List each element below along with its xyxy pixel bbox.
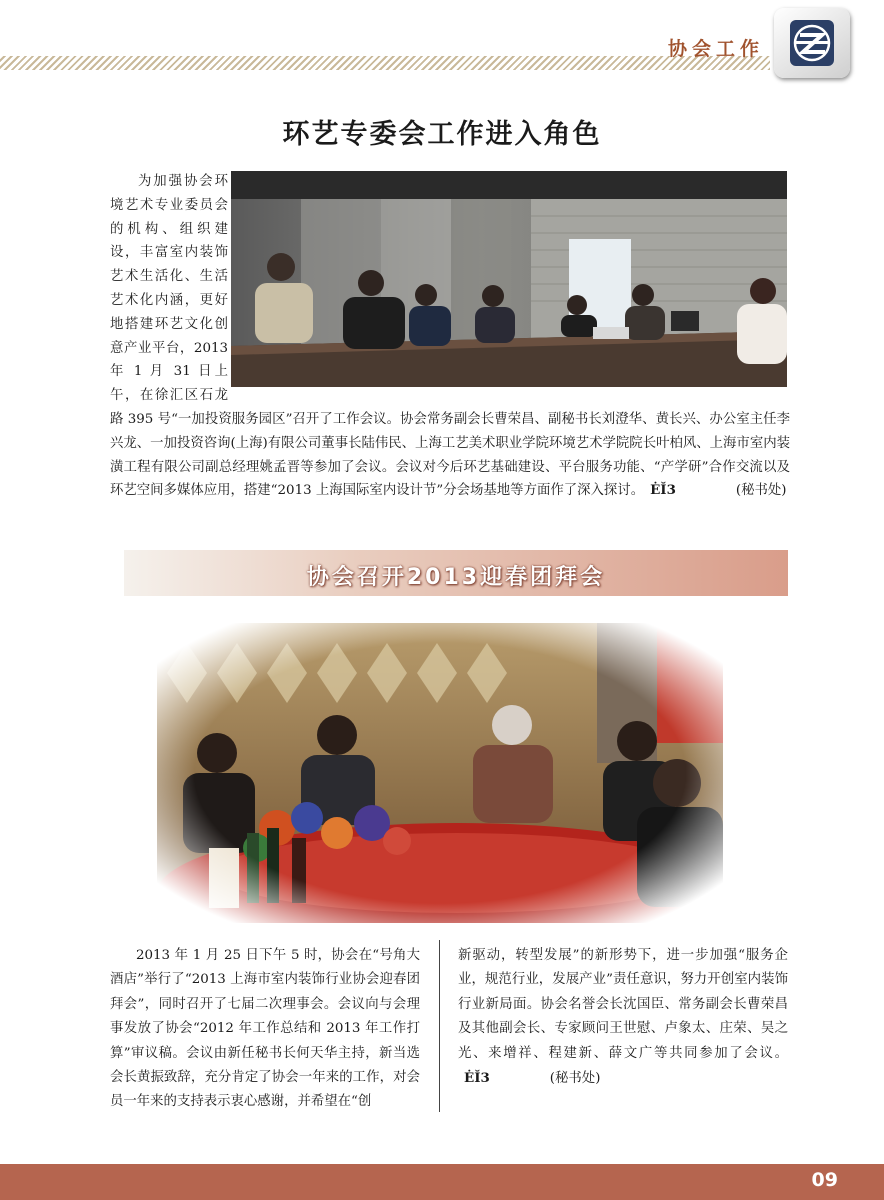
article2-column-left xyxy=(110,944,420,1115)
column-divider xyxy=(439,940,440,1112)
banquet-photo xyxy=(157,623,723,923)
article2-column-right-text: 新驱动，转型发展”的新形势下，进一步加强“服务企业，规范行业，发展产业”责任意识，努力开创室内装饰行业新局面。协会名誉会长沈国臣、常务副会长曹荣昌及其他副会长、专家顾问王世慰、卢象太、庄荣、吴之光、来增祥、程建新、薛文广等共同参加了会议。 xyxy=(458,948,788,1061)
article-banner-title: 协会召开2013迎春团拜会 xyxy=(306,565,606,590)
footer-bar xyxy=(0,1164,884,1200)
article-title: 环艺专委会工作进入角色 xyxy=(282,119,602,150)
end-mark: ĖĬ3 xyxy=(650,482,676,499)
article2-column-right xyxy=(458,944,788,1091)
page-number: 09 xyxy=(811,1169,838,1191)
article-signature: (秘书处) xyxy=(735,483,787,499)
article2-signature: (秘书处) xyxy=(549,1071,601,1087)
logo-emblem-icon xyxy=(788,18,836,68)
article-body-text: 为加强协会环境艺术专业委员会的机构、组织建设，丰富室内装饰艺术生活化、生活艺术化内涵，更好地搭建环艺文化创意产业平台，2013 年 1 月 31 日上午，在徐汇区石龙路 395 号“一加投资服务园区”召开了工作会议。协会常务副会长曹荣昌、副秘书长刘澄华、黄长兴、办公室主任李兴龙、一加投资咨询(上海)有限公司董事长陆伟民、上海工艺美术职业学院环境艺术学院院长叶柏风、上海市室内装潢工程有限公司副总经理姚孟晋等参加了会议。会议对今后环艺基础建设、平台服务功能、“产学研”合作交流以及环艺空间多媒体应用，搭建“2013 上海国际室内设计节”分会场基地等方面作了深入探讨。 xyxy=(110,174,790,499)
end-mark: ĖĬ3 xyxy=(464,1070,490,1087)
association-logo xyxy=(774,8,850,78)
meeting-photo xyxy=(231,171,787,387)
header-hatch-band xyxy=(0,56,770,70)
article2-column-left-text: 2013 年 1 月 25 日下午 5 时，协会在“号角大酒店”举行了“2013 上海市室内装饰行业协会迎春团拜会”，同时召开了七届二次理事会。会议向与会理事发放了协会“2012 年工作总结和 2013 年工作打算”审议稿。会议由新任秘书长何天华主持，新当选会长黄振致辞，充分肯定了协会一年来的工作，对会员一年来的支持表示衷心感谢，并希望在“创 xyxy=(110,948,420,1110)
section-label: 协会工作 xyxy=(667,38,764,60)
